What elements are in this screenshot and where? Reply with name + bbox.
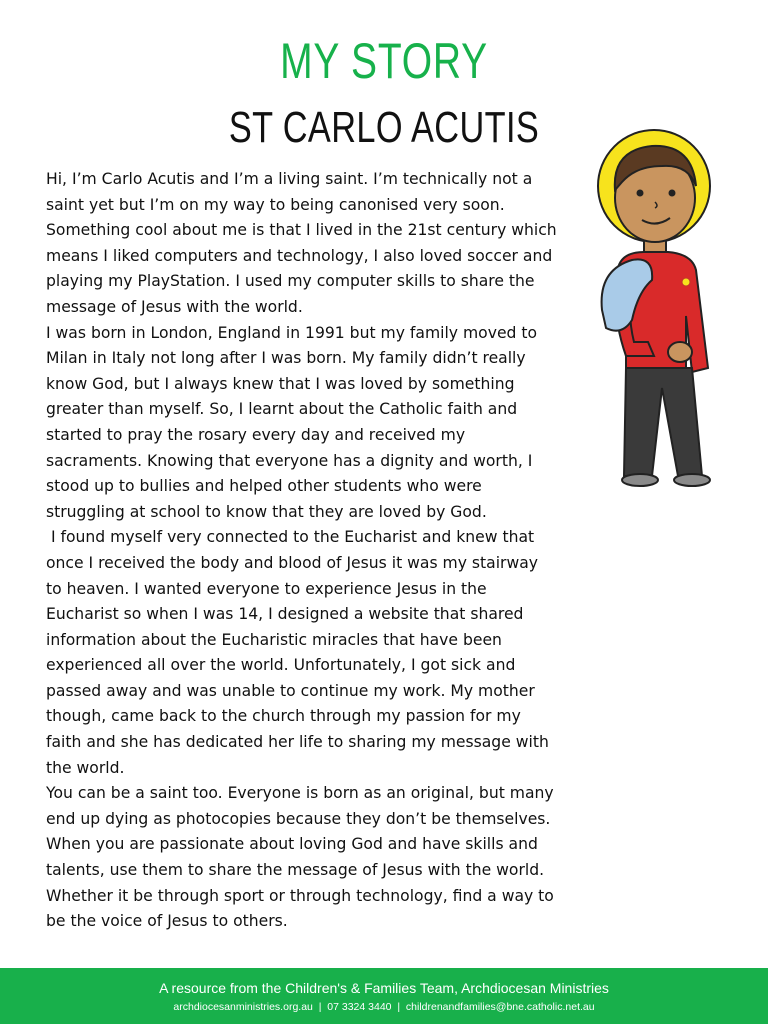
story-line: to heaven. I wanted everyone to experience Jesus in the: [46, 579, 487, 598]
story-line: be the voice of Jesus to others.: [46, 912, 288, 931]
story-line: means I liked computers and technology, I also loved soccer and: [46, 246, 553, 265]
story-line: Hi, I’m Carlo Acutis and I’m a living saint. I’m technically not a: [46, 170, 533, 188]
page-subtitle: ST CARLO ACUTIS: [228, 103, 540, 152]
story-line: the world.: [46, 758, 125, 777]
story-line: Milan in Italy not long after I was born. My family didn’t really: [46, 349, 526, 368]
story-line: I was born in London, England in 1991 but my family moved to: [46, 323, 538, 342]
saint-carlo-cartoon-illustration: [592, 120, 752, 490]
story-line: saint yet but I’m on my way to being canonised very soon.: [46, 195, 505, 214]
story-line: though, came back to the church through my passion for my: [46, 707, 521, 726]
story-line: started to pray the rosary every day and received my: [46, 425, 466, 444]
story-line: Something cool about me is that I lived in the 21st century which: [46, 221, 557, 240]
story-line: end up dying as photocopies because they don’t be themselves.: [46, 809, 551, 828]
story-line: sacraments. Knowing that everyone has a dignity and worth, I: [46, 451, 533, 470]
story-line: know God, but I always knew that I was loved by something: [46, 374, 515, 393]
story-line: playing my PlayStation. I used my computer skills to share the: [46, 272, 535, 291]
story-line: message of Jesus with the world.: [46, 297, 303, 316]
footer-contact: archdiocesanministries.org.au | 07 3324 3440 | childrenandfamilies@bne.catholic.net.au: [173, 1001, 595, 1013]
story-text: [46, 167, 606, 935]
story-line: struggling at school to know that they are loved by God.: [46, 502, 487, 521]
story-line: Eucharist so when I was 14, I designed a website that shared: [46, 605, 524, 624]
story-line: faith and she has dedicated her life to sharing my message with: [46, 733, 549, 752]
footer-banner: [0, 968, 768, 1024]
footer-credit: A resource from the Children's & Families Team, Archdiocesan Ministries: [159, 980, 609, 996]
story-line: experienced all over the world. Unfortunately, I got sick and: [46, 656, 516, 675]
story-line: passed away and was unable to continue my work. My mother: [46, 681, 535, 700]
story-line: When you are passionate about loving God and have skills and: [46, 835, 538, 854]
story-line: information about the Eucharistic miracles that have been: [46, 630, 502, 649]
page-title: MY STORY: [280, 33, 488, 89]
story-line: talents, use them to share the message of Jesus with the world.: [46, 861, 545, 880]
story-line: once I received the body and blood of Jesus it was my stairway: [46, 553, 538, 572]
story-line: Whether it be through sport or through technology, find a way to: [46, 886, 554, 905]
story-line: greater than myself. So, I learnt about the Catholic faith and: [46, 400, 518, 419]
story-line: I found myself very connected to the Eucharist and knew that: [46, 528, 535, 547]
story-line: You can be a saint too. Everyone is born as an original, but many: [46, 784, 554, 803]
story-line: stood up to bullies and helped other students who were: [46, 477, 482, 496]
